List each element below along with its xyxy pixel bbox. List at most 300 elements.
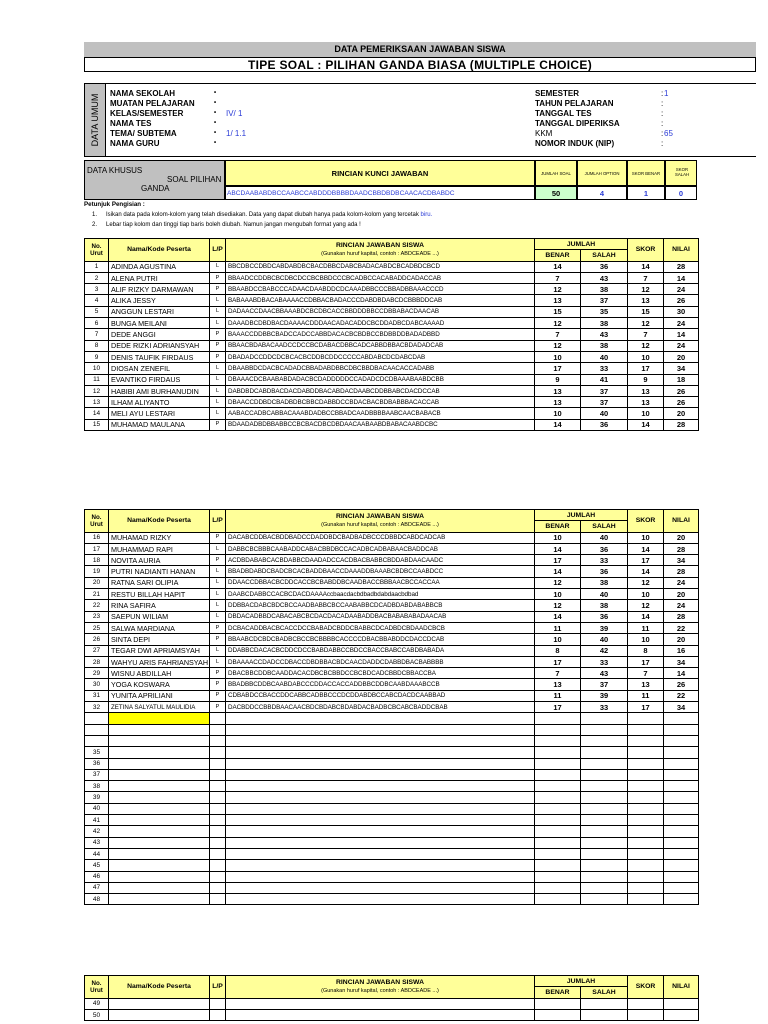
empty-cell[interactable] bbox=[109, 792, 210, 803]
empty-cell[interactable] bbox=[628, 848, 664, 859]
student-answers[interactable]: BDAADADBDBBABBCCBCBACDBCDBDAACAABAABDBABACAABDCBC bbox=[226, 419, 535, 430]
student-name[interactable]: ADINDA AGUSTINA bbox=[109, 261, 210, 272]
empty-cell[interactable] bbox=[109, 1009, 210, 1020]
student-gender[interactable]: L bbox=[210, 600, 226, 611]
student-answers[interactable]: DBAABBDCDACBCADADCBBADABDBBCDBCBBDBACAACACCADABB bbox=[226, 363, 535, 374]
student-name[interactable]: SALWA MARDIANA bbox=[109, 622, 210, 633]
empty-cell[interactable] bbox=[664, 848, 699, 859]
student-answers[interactable]: DAABCDABBCCACBCDACDAAAAccbaacdacbdbadbdabdaacbdbad bbox=[226, 589, 535, 600]
empty-cell[interactable] bbox=[535, 769, 581, 780]
empty-cell[interactable] bbox=[628, 803, 664, 814]
student-name[interactable]: RATNA SARI OLIPIA bbox=[109, 577, 210, 588]
empty-row bbox=[85, 713, 699, 724]
student-answers[interactable]: DBAACCDDBDCBADBDBCBBCDABBDCCBDACBACBDBABBBACACCAB bbox=[226, 397, 535, 408]
student-name[interactable]: DENIS TAUFIK FIRDAUS bbox=[109, 351, 210, 362]
empty-cell[interactable] bbox=[535, 758, 581, 769]
empty-cell[interactable] bbox=[226, 747, 535, 758]
student-name[interactable]: EVANTIKO FIRDAUS bbox=[109, 374, 210, 385]
student-answers[interactable]: DABBCBCBBBCAABADDCABACBBDBCCACADBCADBABAACBADDCAB bbox=[226, 543, 535, 554]
empty-cell[interactable] bbox=[226, 713, 535, 724]
count-benar: 11 bbox=[535, 622, 581, 633]
count-salah: 36 bbox=[581, 543, 628, 554]
right-info-value[interactable]: 1 bbox=[664, 89, 669, 98]
student-answers[interactable]: DDBBACDABCBDCBCCAADBABBCBCCAABABBCDCADBDABDABABBCB bbox=[226, 600, 535, 611]
student-gender[interactable]: L bbox=[210, 577, 226, 588]
student-gender[interactable]: L bbox=[210, 306, 226, 317]
empty-cell[interactable] bbox=[664, 826, 699, 837]
empty-cell[interactable] bbox=[210, 724, 226, 735]
empty-cell[interactable] bbox=[664, 894, 699, 905]
student-answers[interactable]: DDAACCDBBACBCDDCACCBCBABDDBCAADBACCBBBAACBCCACCAA bbox=[226, 577, 535, 588]
student-name[interactable]: PUTRI NADIANTI HANAN bbox=[109, 566, 210, 577]
student-name[interactable]: ALIKA JESSY bbox=[109, 295, 210, 306]
student-name[interactable]: DEDE ANGGI bbox=[109, 329, 210, 340]
empty-cell[interactable] bbox=[628, 882, 664, 893]
student-gender[interactable]: L bbox=[210, 543, 226, 554]
empty-cell[interactable] bbox=[581, 998, 628, 1009]
empty-cell[interactable] bbox=[210, 735, 226, 746]
empty-cell[interactable] bbox=[109, 837, 210, 848]
empty-cell[interactable] bbox=[535, 803, 581, 814]
row-number: 31 bbox=[85, 690, 109, 701]
student-name[interactable]: YOGA KOSWARA bbox=[109, 679, 210, 690]
student-gender[interactable]: P bbox=[210, 668, 226, 679]
empty-cell[interactable] bbox=[664, 860, 699, 871]
count-salah: 38 bbox=[581, 577, 628, 588]
empty-cell[interactable] bbox=[535, 998, 581, 1009]
student-name[interactable]: ALIF RIZKY DARMAWAN bbox=[109, 284, 210, 295]
student-gender[interactable]: P bbox=[210, 351, 226, 362]
empty-cell[interactable] bbox=[109, 998, 210, 1009]
student-gender[interactable]: L bbox=[210, 261, 226, 272]
row-number: 16 bbox=[85, 532, 109, 543]
student-name[interactable]: WAHYU ARIS FAHRIANSYAH bbox=[109, 656, 210, 667]
kunci-jawaban-value[interactable]: ABCDAABABDBCCAABCCABDDDBBBBDAADCBBDBDBCAACACDBABDC bbox=[225, 186, 535, 200]
skor-benar-value[interactable]: 1 bbox=[627, 186, 665, 200]
count-benar: 13 bbox=[535, 385, 581, 396]
empty-cell[interactable] bbox=[109, 871, 210, 882]
student-name[interactable]: SAEPUN WILIAM bbox=[109, 611, 210, 622]
student-gender[interactable]: L bbox=[210, 363, 226, 374]
grade: 28 bbox=[664, 566, 699, 577]
grade: 14 bbox=[664, 272, 699, 283]
grade: 20 bbox=[664, 408, 699, 419]
empty-cell[interactable] bbox=[535, 860, 581, 871]
empty-cell[interactable] bbox=[210, 747, 226, 758]
empty-cell[interactable] bbox=[664, 713, 699, 724]
empty-cell[interactable] bbox=[628, 860, 664, 871]
student-gender[interactable]: L bbox=[210, 645, 226, 656]
student-name[interactable]: MUHAMAD MAULANA bbox=[109, 419, 210, 430]
student-name[interactable]: RINA SAFIRA bbox=[109, 600, 210, 611]
student-name[interactable]: ZETINA SALYATUL MAULIDIA bbox=[109, 702, 210, 713]
student-gender[interactable]: P bbox=[210, 634, 226, 645]
student-answers[interactable]: DADAACCDAACBBAAABDCBCDBCACCBBDDDBBCCDBBABACDAACAB bbox=[226, 306, 535, 317]
student-gender[interactable]: L bbox=[210, 397, 226, 408]
empty-row bbox=[85, 769, 699, 780]
empty-cell[interactable] bbox=[210, 781, 226, 792]
count-salah: 36 bbox=[581, 611, 628, 622]
grade: 18 bbox=[664, 374, 699, 385]
empty-cell[interactable] bbox=[628, 815, 664, 826]
count-salah: 40 bbox=[581, 532, 628, 543]
empty-cell[interactable] bbox=[109, 803, 210, 814]
left-info-label: NAMA GURU bbox=[110, 139, 160, 148]
empty-cell[interactable] bbox=[210, 998, 226, 1009]
count-benar: 11 bbox=[535, 690, 581, 701]
skor-salah-value[interactable]: 0 bbox=[665, 186, 697, 200]
student-gender[interactable]: P bbox=[210, 532, 226, 543]
data-khusus-label: DATA KHUSUS bbox=[87, 166, 143, 175]
table-row bbox=[85, 611, 699, 622]
empty-cell[interactable] bbox=[581, 837, 628, 848]
student-answers[interactable]: DACABCDDBACBDDBADCCDADDBDCBADBADBCCCDBBDCABDCADCAB bbox=[226, 532, 535, 543]
student-gender[interactable]: P bbox=[210, 679, 226, 690]
empty-cell[interactable] bbox=[226, 826, 535, 837]
student-answers[interactable]: DBAAACDCBAABABDADACBCDADDDDDCCADADCDCDBAAABAABDCBB bbox=[226, 374, 535, 385]
empty-cell[interactable] bbox=[210, 815, 226, 826]
empty-cell[interactable] bbox=[109, 781, 210, 792]
empty-cell[interactable] bbox=[664, 998, 699, 1009]
empty-cell[interactable] bbox=[109, 735, 210, 746]
count-benar: 17 bbox=[535, 363, 581, 374]
student-answers[interactable]: CDBABDCCBACCDDCABBCADBBCCCDCDDABDBCCABCDACDCAABBAD bbox=[226, 690, 535, 701]
empty-cell[interactable] bbox=[535, 826, 581, 837]
empty-cell[interactable] bbox=[535, 894, 581, 905]
empty-cell[interactable] bbox=[581, 882, 628, 893]
student-gender[interactable]: P bbox=[210, 555, 226, 566]
empty-cell[interactable] bbox=[628, 1009, 664, 1020]
count-salah: 43 bbox=[581, 668, 628, 679]
empty-cell[interactable] bbox=[581, 1009, 628, 1020]
header-nama: Nama/Kode Peserta bbox=[109, 239, 210, 262]
count-salah: 33 bbox=[581, 656, 628, 667]
student-gender[interactable]: L bbox=[210, 656, 226, 667]
empty-cell[interactable] bbox=[628, 871, 664, 882]
empty-cell[interactable] bbox=[210, 803, 226, 814]
score: 10 bbox=[628, 532, 664, 543]
grade: 24 bbox=[664, 340, 699, 351]
student-name[interactable]: DEDE RIZKI ADRIANSYAH bbox=[109, 340, 210, 351]
student-gender[interactable]: L bbox=[210, 385, 226, 396]
empty-cell[interactable] bbox=[535, 735, 581, 746]
empty-cell[interactable] bbox=[535, 747, 581, 758]
count-benar: 13 bbox=[535, 679, 581, 690]
student-gender[interactable]: L bbox=[210, 374, 226, 385]
left-info-value[interactable]: IV/ 1 bbox=[226, 109, 243, 118]
empty-cell[interactable] bbox=[535, 815, 581, 826]
empty-cell[interactable] bbox=[581, 747, 628, 758]
empty-cell[interactable] bbox=[226, 871, 535, 882]
count-benar: 14 bbox=[535, 543, 581, 554]
count-benar: 14 bbox=[535, 419, 581, 430]
student-name[interactable]: MUHAMMAD RAPI bbox=[109, 543, 210, 554]
student-gender[interactable]: P bbox=[210, 284, 226, 295]
grade: 28 bbox=[664, 543, 699, 554]
empty-cell[interactable] bbox=[210, 894, 226, 905]
table-row bbox=[85, 385, 699, 396]
empty-cell[interactable] bbox=[628, 713, 664, 724]
student-name[interactable]: BUNGA MEILANI bbox=[109, 318, 210, 329]
empty-cell[interactable] bbox=[210, 792, 226, 803]
empty-cell[interactable] bbox=[210, 713, 226, 724]
student-answers[interactable]: BBADBBCDDBCAABDABCCCDDACCACCADDBBCDDBCAABDAAABCCB bbox=[226, 679, 535, 690]
empty-cell[interactable] bbox=[226, 848, 535, 859]
empty-cell[interactable] bbox=[535, 837, 581, 848]
empty-cell[interactable] bbox=[109, 826, 210, 837]
student-answers[interactable]: AABACCADBCABBACAAABDADBCCBBADCAADBBBBAABCAACBABACB bbox=[226, 408, 535, 419]
count-benar: 10 bbox=[535, 532, 581, 543]
student-name[interactable]: DIOSAN ZENEFIL bbox=[109, 363, 210, 374]
student-answers[interactable]: BBAACBDABACAADCCDCCBCDABACDBBCADCABBDBBACBDADADCAB bbox=[226, 340, 535, 351]
count-benar: 17 bbox=[535, 656, 581, 667]
empty-cell[interactable] bbox=[535, 1009, 581, 1020]
left-info-value[interactable]: 1/ 1.1 bbox=[226, 129, 247, 138]
student-name[interactable]: TEGAR DWI APRIAMSYAH bbox=[109, 645, 210, 656]
empty-cell[interactable] bbox=[664, 803, 699, 814]
student-answers[interactable]: BBAADCCDDBCBCDBCDCCBCBBDCCCBCADBCCACABADDCADACCAB bbox=[226, 272, 535, 283]
grade: 28 bbox=[664, 419, 699, 430]
empty-cell[interactable] bbox=[226, 815, 535, 826]
student-gender[interactable]: P bbox=[210, 329, 226, 340]
empty-cell[interactable] bbox=[109, 724, 210, 735]
empty-cell[interactable] bbox=[664, 747, 699, 758]
student-answers[interactable]: DBDACADBBDCABACABCBCDACDACADAABADDBACBABABABADAACAB bbox=[226, 611, 535, 622]
count-salah: 40 bbox=[581, 589, 628, 600]
left-info-row bbox=[110, 139, 330, 149]
empty-cell[interactable] bbox=[109, 894, 210, 905]
student-gender[interactable]: P bbox=[210, 622, 226, 633]
student-name[interactable]: ILHAM ALIYANTO bbox=[109, 397, 210, 408]
empty-cell[interactable] bbox=[581, 860, 628, 871]
empty-cell[interactable] bbox=[109, 882, 210, 893]
row-number: 21 bbox=[85, 589, 109, 600]
empty-cell[interactable] bbox=[109, 860, 210, 871]
empty-cell[interactable] bbox=[581, 781, 628, 792]
student-name[interactable]: NOVITA AURIA bbox=[109, 555, 210, 566]
empty-cell[interactable] bbox=[226, 758, 535, 769]
student-name[interactable]: HABIBI AMI BURHANUDIN bbox=[109, 385, 210, 396]
empty-cell[interactable] bbox=[210, 871, 226, 882]
empty-cell[interactable] bbox=[664, 882, 699, 893]
student-gender[interactable]: L bbox=[210, 566, 226, 577]
empty-cell[interactable] bbox=[664, 724, 699, 735]
empty-cell[interactable] bbox=[210, 769, 226, 780]
empty-cell[interactable] bbox=[535, 792, 581, 803]
row-number: 17 bbox=[85, 543, 109, 554]
student-answers[interactable]: BBCDBCCDBDCABDABDBCBACDBBCDABCBADACABDCBCADBDCBCD bbox=[226, 261, 535, 272]
student-gender[interactable]: P bbox=[210, 419, 226, 430]
empty-cell[interactable] bbox=[628, 769, 664, 780]
empty-cell[interactable] bbox=[628, 837, 664, 848]
student-name[interactable]: MUHAMAD RIZKY bbox=[109, 532, 210, 543]
student-name[interactable]: SINTA DEPI bbox=[109, 634, 210, 645]
empty-cell[interactable] bbox=[226, 735, 535, 746]
student-gender[interactable]: L bbox=[210, 611, 226, 622]
score: 13 bbox=[628, 295, 664, 306]
empty-cell[interactable] bbox=[664, 792, 699, 803]
empty-cell[interactable] bbox=[664, 1009, 699, 1020]
empty-row bbox=[85, 882, 699, 893]
student-gender[interactable]: L bbox=[210, 589, 226, 600]
empty-cell[interactable] bbox=[581, 826, 628, 837]
empty-cell[interactable] bbox=[581, 815, 628, 826]
separator: : bbox=[661, 109, 664, 118]
student-table-2 bbox=[84, 509, 699, 905]
empty-cell[interactable] bbox=[226, 894, 535, 905]
student-answers[interactable]: DACBDDCCBBDBAACAACBDCBDABCBDABDACBADBCBCABCBADDCBAB bbox=[226, 702, 535, 713]
table-row bbox=[85, 656, 699, 667]
empty-cell[interactable] bbox=[628, 826, 664, 837]
empty-cell[interactable] bbox=[109, 747, 210, 758]
empty-cell[interactable] bbox=[226, 781, 535, 792]
score: 17 bbox=[628, 702, 664, 713]
empty-cell[interactable] bbox=[226, 837, 535, 848]
student-gender[interactable]: L bbox=[210, 318, 226, 329]
table-row bbox=[85, 543, 699, 554]
empty-cell[interactable] bbox=[210, 860, 226, 871]
count-salah: 37 bbox=[581, 679, 628, 690]
empty-cell[interactable] bbox=[535, 848, 581, 859]
count-benar: 10 bbox=[535, 408, 581, 419]
empty-cell[interactable] bbox=[628, 724, 664, 735]
student-answers[interactable]: DDABBCDACACBCDDCDCCBABDABBCCBDCCBACCBABCCABDBABADA bbox=[226, 645, 535, 656]
student-name[interactable]: MELI AYU LESTARI bbox=[109, 408, 210, 419]
empty-cell[interactable] bbox=[535, 871, 581, 882]
empty-cell[interactable] bbox=[581, 848, 628, 859]
table-row bbox=[85, 634, 699, 645]
empty-cell[interactable] bbox=[581, 769, 628, 780]
student-gender[interactable]: L bbox=[210, 408, 226, 419]
empty-cell[interactable] bbox=[581, 713, 628, 724]
empty-cell[interactable] bbox=[581, 724, 628, 735]
empty-cell[interactable] bbox=[664, 781, 699, 792]
student-gender[interactable]: P bbox=[210, 690, 226, 701]
empty-cell[interactable] bbox=[628, 998, 664, 1009]
student-answers[interactable]: ACDBDABABCACBDABBCDAADADCCACDBACBABBCBDDABDAACAADC bbox=[226, 555, 535, 566]
empty-cell[interactable] bbox=[226, 803, 535, 814]
grade: 24 bbox=[664, 284, 699, 295]
empty-cell[interactable] bbox=[109, 769, 210, 780]
empty-cell[interactable] bbox=[581, 894, 628, 905]
right-info-row bbox=[535, 119, 755, 129]
student-answers[interactable]: BBAABDCCBABCCCADAACDAABDDCDCAAADBBCCCBBADBBAAACCCD bbox=[226, 284, 535, 295]
student-answers[interactable]: BBAABCDCBDCBADBCBCCBCBBBBCACCCCDBACBBABDDCDACCDCAB bbox=[226, 634, 535, 645]
student-name[interactable]: ANGGUN LESTARI bbox=[109, 306, 210, 317]
empty-cell[interactable] bbox=[210, 882, 226, 893]
empty-cell[interactable] bbox=[226, 792, 535, 803]
row-number: 50 bbox=[85, 1009, 109, 1020]
separator: : bbox=[661, 99, 664, 108]
student-gender[interactable]: P bbox=[210, 702, 226, 713]
left-info-row bbox=[110, 99, 330, 109]
right-info-value[interactable]: 65 bbox=[664, 129, 673, 138]
student-answers[interactable]: DBADADCCDDCDCBCACBCDDBCDDCCCCCABDABCDCDABCDAB bbox=[226, 351, 535, 362]
score: 11 bbox=[628, 690, 664, 701]
student-answers[interactable]: DBACBBCDDBCAADDACACDBCBCBBDCCBCBDCADCBBDCBBACCBA bbox=[226, 668, 535, 679]
empty-cell[interactable] bbox=[581, 871, 628, 882]
empty-cell[interactable] bbox=[210, 848, 226, 859]
empty-cell[interactable] bbox=[226, 998, 535, 1009]
count-salah: 35 bbox=[581, 306, 628, 317]
empty-cell[interactable] bbox=[664, 735, 699, 746]
empty-cell[interactable] bbox=[628, 792, 664, 803]
skor-benar-header: SKOR BENAR bbox=[627, 160, 665, 186]
empty-cell[interactable] bbox=[535, 724, 581, 735]
empty-cell[interactable] bbox=[628, 747, 664, 758]
row-number: 19 bbox=[85, 566, 109, 577]
empty-cell[interactable] bbox=[210, 1009, 226, 1020]
student-answers[interactable]: BABAAABDBACABAAAACCDBBACBADACCCDABDBDABCDCBBBDDCAB bbox=[226, 295, 535, 306]
empty-cell[interactable] bbox=[628, 735, 664, 746]
empty-cell[interactable] bbox=[109, 815, 210, 826]
empty-cell[interactable] bbox=[226, 1009, 535, 1020]
empty-cell[interactable] bbox=[581, 758, 628, 769]
student-gender[interactable]: P bbox=[210, 340, 226, 351]
table-row bbox=[85, 318, 699, 329]
empty-cell[interactable] bbox=[581, 735, 628, 746]
count-benar: 7 bbox=[535, 668, 581, 679]
grade: 14 bbox=[664, 329, 699, 340]
student-name[interactable]: RESTU BILLAH HAPIT bbox=[109, 589, 210, 600]
student-answers[interactable]: DABDBDCABDBACDACDABDDBACABDACDAABCDDBBABCDACDCCAB bbox=[226, 385, 535, 396]
score: 7 bbox=[628, 668, 664, 679]
empty-cell[interactable] bbox=[226, 724, 535, 735]
score: 10 bbox=[628, 634, 664, 645]
empty-cell[interactable] bbox=[109, 758, 210, 769]
student-name[interactable]: YUNITA APRILIANI bbox=[109, 690, 210, 701]
empty-cell[interactable] bbox=[628, 894, 664, 905]
empty-cell[interactable] bbox=[628, 781, 664, 792]
empty-cell[interactable] bbox=[226, 860, 535, 871]
score: 14 bbox=[628, 261, 664, 272]
table-row bbox=[85, 306, 699, 317]
empty-cell[interactable] bbox=[581, 803, 628, 814]
row-number bbox=[85, 735, 109, 746]
empty-cell[interactable] bbox=[664, 871, 699, 882]
empty-cell[interactable] bbox=[210, 826, 226, 837]
student-name[interactable]: ALENA PUTRI bbox=[109, 272, 210, 283]
count-benar: 10 bbox=[535, 634, 581, 645]
empty-cell[interactable] bbox=[109, 713, 210, 724]
score: 13 bbox=[628, 679, 664, 690]
jumlah-option-value[interactable]: 4 bbox=[577, 186, 627, 200]
empty-cell[interactable] bbox=[226, 882, 535, 893]
empty-cell[interactable] bbox=[664, 837, 699, 848]
student-name[interactable]: WISNU ABDILLAH bbox=[109, 668, 210, 679]
empty-cell[interactable] bbox=[664, 758, 699, 769]
empty-cell[interactable] bbox=[226, 769, 535, 780]
empty-cell[interactable] bbox=[535, 713, 581, 724]
row-number: 40 bbox=[85, 803, 109, 814]
empty-cell[interactable] bbox=[109, 848, 210, 859]
empty-cell[interactable] bbox=[581, 792, 628, 803]
student-answers[interactable]: BAAACCDDBBCBADCCADCCABBDACACBCBDBCCBDBBDDBADADBBD bbox=[226, 329, 535, 340]
empty-cell[interactable] bbox=[535, 781, 581, 792]
empty-cell[interactable] bbox=[535, 882, 581, 893]
student-answers[interactable]: DAAADBCDBDBACDAAAACDDDAACADACADDCBCDDADBCDABCAAAAD bbox=[226, 318, 535, 329]
empty-cell[interactable] bbox=[664, 815, 699, 826]
student-gender[interactable]: L bbox=[210, 295, 226, 306]
student-answers[interactable]: BBADBDABDCBADCBCACBADDBAACCDAAADDBAAABCBDBCCAABDCC bbox=[226, 566, 535, 577]
empty-cell[interactable] bbox=[210, 758, 226, 769]
empty-cell[interactable] bbox=[664, 769, 699, 780]
student-gender[interactable]: P bbox=[210, 272, 226, 283]
student-answers[interactable]: DBAAAACCDADCCDBACCDBDBBACBDCAACDADDCDABBDBACBABBBB bbox=[226, 656, 535, 667]
empty-cell[interactable] bbox=[628, 758, 664, 769]
student-answers[interactable]: DCBACADDBACBCACCDCCBABADCBDDCBABBCDCADBDCBDAADCBCB bbox=[226, 622, 535, 633]
empty-cell[interactable] bbox=[210, 837, 226, 848]
